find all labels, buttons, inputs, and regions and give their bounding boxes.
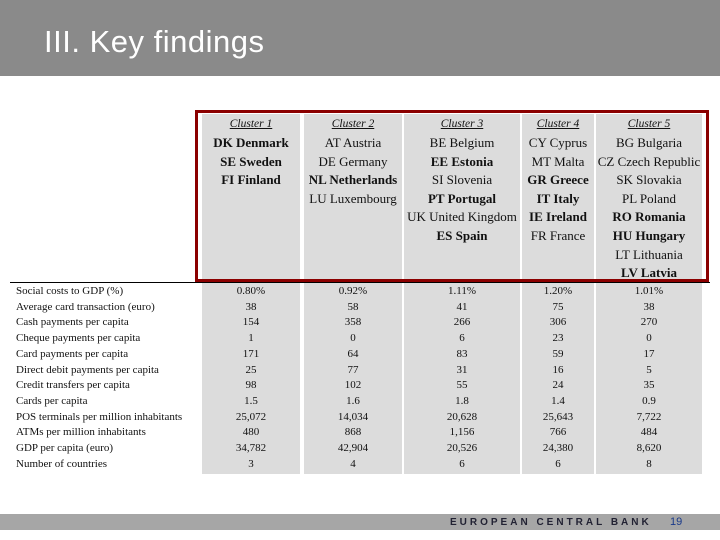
slide-title: III. Key findings xyxy=(44,24,265,59)
indicator-value: 25 xyxy=(245,363,257,376)
indicator-value: 8,620 xyxy=(636,442,662,454)
cluster-country: PL Poland xyxy=(621,190,677,206)
cluster-country: SI Slovenia xyxy=(431,172,493,188)
indicator-value: 41 xyxy=(456,300,468,313)
indicator-value: 0.92% xyxy=(338,285,368,297)
cluster-country: RO Romania xyxy=(612,209,686,225)
indicator-value: 766 xyxy=(549,426,567,439)
indicator-value: 77 xyxy=(347,363,359,376)
slide-header xyxy=(0,0,720,76)
indicator-value: 6 xyxy=(459,332,465,345)
indicator-value: 31 xyxy=(456,363,468,376)
cluster-country: DK Denmark xyxy=(213,135,289,150)
indicator-value: 38 xyxy=(643,300,655,313)
cluster-country: LV Latvia xyxy=(621,265,677,281)
cluster-country: UK United Kingdom xyxy=(407,209,517,225)
indicator-value: 1.6 xyxy=(346,394,360,407)
cluster-country: HU Hungary xyxy=(612,228,686,243)
indicator-label: Average card transaction (euro) xyxy=(16,300,155,313)
indicator-value: 4 xyxy=(350,457,356,470)
indicator-value: 20,526 xyxy=(446,442,478,454)
indicator-value: 0 xyxy=(646,332,652,345)
indicator-value: 20,628 xyxy=(446,410,478,423)
cluster-country: ES Spain xyxy=(436,228,488,243)
indicator-value: 83 xyxy=(456,347,468,360)
indicator-value: 266 xyxy=(453,316,471,329)
indicator-value: 1.8 xyxy=(455,394,469,407)
cluster-country: LU Luxembourg xyxy=(309,190,397,206)
indicator-value: 0.9 xyxy=(642,394,656,407)
indicator-value: 14,034 xyxy=(337,410,369,423)
indicator-value: 358 xyxy=(344,316,362,329)
cluster-country: FI Finland xyxy=(221,172,281,188)
cluster-country: IE Ireland xyxy=(529,209,587,225)
indicator-label: ATMs per million inhabitants xyxy=(16,426,146,439)
indicator-value: 55 xyxy=(456,379,468,392)
indicator-value: 25,072 xyxy=(235,410,267,423)
indicator-value: 34,782 xyxy=(235,442,267,454)
cluster-header: Cluster 1 xyxy=(229,118,273,130)
cluster-country: EE Estonia xyxy=(430,153,494,169)
cluster-country: CZ Czech Republic xyxy=(597,153,701,169)
ecb-footer-label: EUROPEAN CENTRAL BANK xyxy=(450,517,652,528)
indicator-value: 868 xyxy=(344,426,362,439)
cluster-country: DE Germany xyxy=(318,153,388,169)
cluster-country: GR Greece xyxy=(527,172,589,188)
indicator-value: 270 xyxy=(640,316,658,329)
indicator-value: 6 xyxy=(555,457,561,470)
indicator-label: GDP per capita (euro) xyxy=(16,442,114,454)
indicator-value: 1 xyxy=(248,332,254,345)
indicator-value: 16 xyxy=(552,363,564,376)
cluster-country: BE Belgium xyxy=(429,135,495,150)
indicator-label: Social costs to GDP (%) xyxy=(16,285,124,297)
cluster-country: MT Malta xyxy=(531,153,585,169)
cluster-country: BG Bulgaria xyxy=(615,135,683,150)
cluster-country: AT Austria xyxy=(324,135,382,150)
indicator-label: Card payments per capita xyxy=(16,347,129,360)
cluster-country: CY Cyprus xyxy=(528,135,588,150)
table-divider xyxy=(10,282,710,283)
indicator-value: 38 xyxy=(245,300,257,313)
cluster-header: Cluster 5 xyxy=(627,118,671,130)
cluster-country: LT Lithuania xyxy=(615,246,683,262)
indicator-label: Credit transfers per capita xyxy=(16,379,130,392)
indicator-value: 58 xyxy=(347,300,359,313)
indicator-value: 0.80% xyxy=(236,285,266,297)
indicator-value: 1.11% xyxy=(447,285,476,297)
indicator-value: 75 xyxy=(552,300,564,313)
indicator-value: 7,722 xyxy=(636,410,662,423)
indicator-value: 6 xyxy=(459,457,465,470)
cluster-highlight-box xyxy=(195,110,709,282)
indicator-label: Number of countries xyxy=(16,457,108,470)
indicator-label: Direct debit payments per capita xyxy=(16,363,159,376)
indicator-value: 1.20% xyxy=(543,285,573,297)
cluster-header: Cluster 4 xyxy=(536,118,580,130)
cluster-header: Cluster 3 xyxy=(440,118,484,130)
indicator-value: 25,643 xyxy=(542,410,574,423)
cluster-country: IT Italy xyxy=(536,190,580,206)
indicator-value: 35 xyxy=(643,379,655,392)
indicator-value: 3 xyxy=(248,457,254,470)
indicator-value: 1.4 xyxy=(551,394,565,407)
indicator-value: 1,156 xyxy=(449,426,475,439)
indicator-value: 8 xyxy=(646,457,652,470)
indicator-label: Cash payments per capita xyxy=(16,316,129,329)
indicator-value: 24,380 xyxy=(542,442,574,454)
indicator-value: 42,904 xyxy=(337,442,369,454)
indicator-value: 23 xyxy=(552,332,564,345)
page-number: 19 xyxy=(670,516,683,528)
cluster-country: SE Sweden xyxy=(220,153,282,169)
indicator-value: 1.5 xyxy=(244,394,258,407)
indicator-label: Cheque payments per capita xyxy=(16,332,141,345)
indicator-value: 480 xyxy=(242,426,260,439)
cluster-country: NL Netherlands xyxy=(308,172,398,188)
indicator-label: POS terminals per million inhabitants xyxy=(16,410,183,423)
indicator-value: 0 xyxy=(350,332,356,345)
cluster-header: Cluster 2 xyxy=(331,118,375,130)
indicator-value: 98 xyxy=(245,379,257,392)
indicator-value: 1.01% xyxy=(634,285,664,297)
cluster-country: PT Portugal xyxy=(427,190,496,206)
indicator-label: Cards per capita xyxy=(16,394,88,407)
indicator-value: 154 xyxy=(242,316,260,329)
indicator-value: 59 xyxy=(552,347,564,360)
indicator-value: 24 xyxy=(552,379,564,392)
indicator-value: 171 xyxy=(242,347,260,360)
indicator-value: 5 xyxy=(646,363,652,376)
indicator-value: 306 xyxy=(549,316,567,329)
indicator-value: 484 xyxy=(640,426,658,439)
indicator-value: 17 xyxy=(643,347,655,360)
indicator-value: 102 xyxy=(344,379,362,392)
cluster-country: SK Slovakia xyxy=(616,172,682,188)
indicator-value: 64 xyxy=(347,347,359,360)
cluster-country: FR France xyxy=(530,228,586,243)
